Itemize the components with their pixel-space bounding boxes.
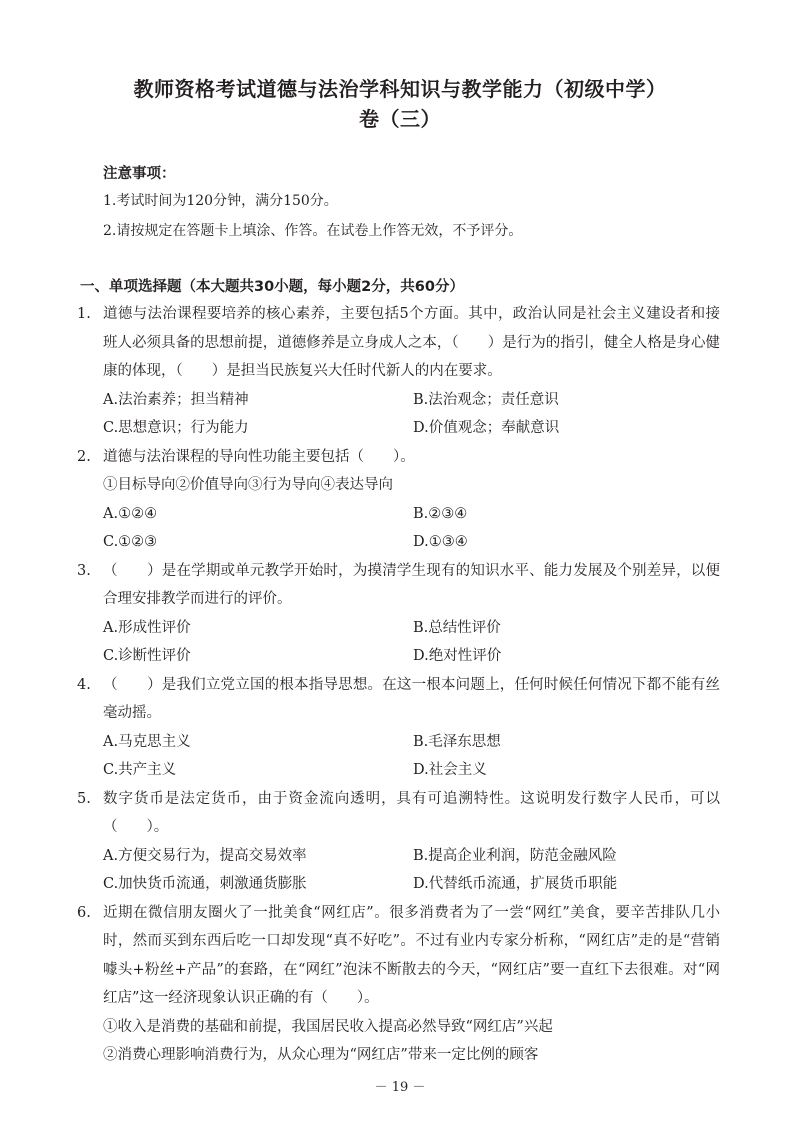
answer-option: B.法治观念；责任意识: [413, 391, 559, 408]
answer-option: C.加快货币流通，刺激通货膨胀: [103, 876, 307, 892]
options-grid: [103, 386, 723, 443]
answer-option: B.②③④: [413, 505, 468, 522]
question-number: 4.: [77, 676, 91, 693]
question-stem: 数字货币是法定货币，由于资金流向透明，具有可追溯特性。这说明发行数字人民币，可以（ ）。: [103, 790, 720, 835]
answer-option: D.价值观念；奉献意识: [413, 420, 560, 436]
answer-option: A.法治素养；担当精神: [103, 391, 249, 408]
options-grid: [103, 614, 723, 671]
question-statement: ②消费心理影响消费行为，从众心理为“网红店”带来一定比例的顾客: [103, 1047, 539, 1063]
exam-title: 教师资格考试道德与法治学科知识与教学能力（初级中学）: [133, 77, 667, 101]
question-number: 3.: [77, 562, 91, 579]
question-item: [0, 899, 800, 1070]
answer-option: D.①③④: [413, 534, 468, 550]
answer-option: C.诊断性评价: [103, 648, 191, 664]
question-statement: ①收入是消费的基础和前提，我国居民收入提高必然导致“网红店”兴起: [103, 1018, 553, 1035]
answer-option: B.毛泽东思想: [413, 733, 501, 750]
answer-option: D.代替纸币流通，扩展货币职能: [413, 876, 618, 892]
question-stem: （ ）是我们立党立国的根本指导思想。在这一根本问题上，任何时候任何情况下都不能有丝毫动摇。: [103, 676, 720, 721]
question-item: [0, 557, 800, 671]
question-item: [0, 300, 800, 443]
question-item: [0, 671, 800, 785]
page-number: － 19 －: [374, 1080, 426, 1095]
question-item: [0, 785, 800, 899]
options-grid: [103, 728, 723, 785]
question-item: [0, 443, 800, 557]
question-statement: ①目标导向②价值导向③行为导向④表达导向: [103, 477, 393, 493]
question-stem: 道德与法治课程要培养的核心素养，主要包括5个方面。其中，政治认同是社会主义建设者和接班人必须具备的思想前提，道德修养是立身成人之本，（ ）是行为的指引，健全人格是身心健康的体现，（ ）是担当民族复兴大任时代新人的内在要求。: [103, 306, 720, 379]
question-list: [0, 300, 800, 1070]
answer-option: B.提高企业利润，防范金融风险: [413, 847, 617, 864]
options-grid: [103, 842, 723, 899]
notice-item: 2.请按规定在答题卡上填涂、作答。在试卷上作答无效，不予评分。: [103, 223, 523, 239]
question-number: 1.: [77, 306, 91, 322]
question-number: 5.: [77, 790, 91, 807]
notice-heading: 注意事项：: [103, 166, 176, 182]
answer-option: C.思想意识；行为能力: [103, 420, 249, 436]
question-number: 6.: [77, 904, 91, 921]
answer-option: A.①②④: [103, 505, 158, 522]
answer-option: C.①②③: [103, 534, 158, 550]
question-stem: 道德与法治课程的导向性功能主要包括（ ）。: [103, 448, 415, 465]
options-grid: [103, 500, 723, 557]
answer-option: A.形成性评价: [103, 619, 191, 636]
answer-option: D.绝对性评价: [413, 648, 502, 664]
answer-option: A.方便交易行为，提高交易效率: [103, 847, 307, 864]
exam-subtitle: 卷（三）: [359, 107, 441, 131]
question-stem: 近期在微信朋友圈火了一批美食“网红店”。很多消费者为了一尝“网红”美食，要辛苦排队几小时，然而买到东西后吃一口却发现“真不好吃”。不过有业内专家分析称，“网红店”走的是“营销噱头+粉丝+产品”的套路，在“网红”泡沫不断散去的今天，“网红店”要一直红下去很难。对“网红店”这一经济现象认识正确的有（ ）。: [103, 904, 720, 1006]
answer-option: B.总结性评价: [413, 619, 501, 636]
question-number: 2.: [77, 448, 91, 465]
answer-option: A.马克思主义: [103, 733, 191, 750]
answer-option: C.共产主义: [103, 762, 177, 778]
question-stem: （ ）是在学期或单元教学开始时，为摸清学生现有的知识水平、能力发展及个别差异，以便合理安排教学而进行的评价。: [103, 562, 720, 607]
answer-option: D.社会主义: [413, 762, 487, 778]
section-heading: 一、单项选择题（本大题共30小题，每小题2分，共60分）: [80, 279, 464, 295]
notice-item: 1.考试时间为120分钟，满分150分。: [103, 193, 338, 209]
